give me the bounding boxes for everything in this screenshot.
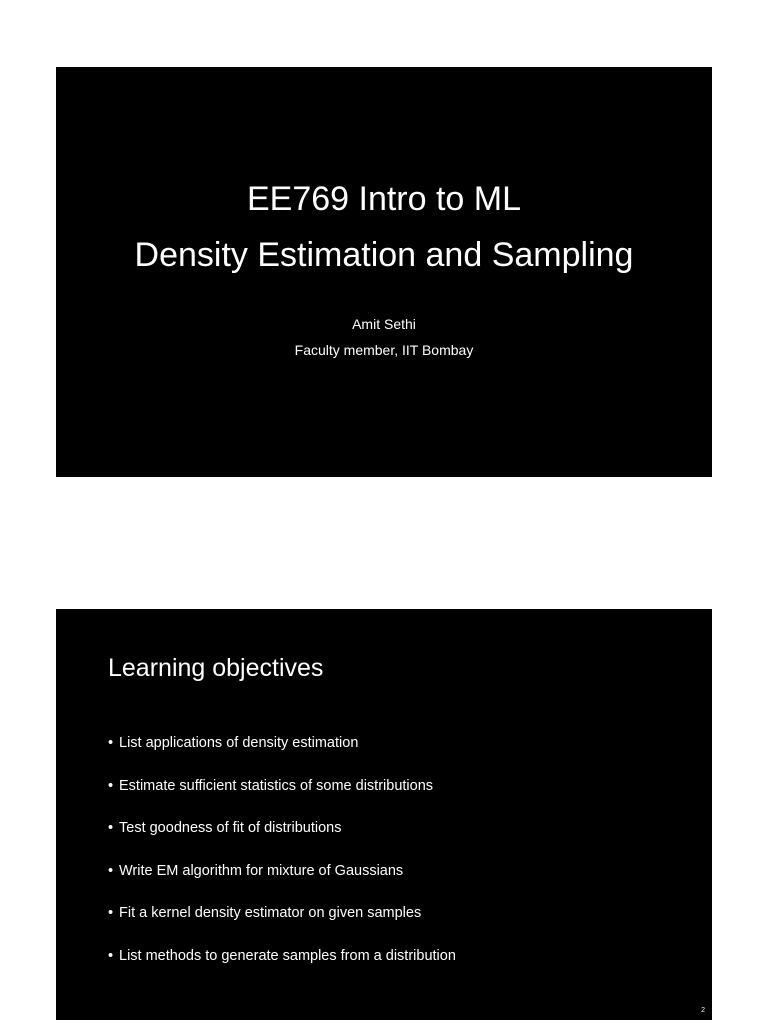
list-item [108, 814, 456, 857]
list-item-text: List applications of density estimation [119, 735, 359, 751]
list-item-text: List methods to generate samples from a distribution [119, 947, 456, 964]
bullet-icon: • [108, 735, 114, 751]
bullet-icon: • [108, 947, 114, 964]
objectives-list [108, 729, 456, 985]
author-info [56, 311, 712, 363]
slide-title-line-1: EE769 Intro to ML [246, 180, 522, 218]
list-item-text: Write EM algorithm for mixture of Gaussians [119, 862, 404, 879]
list-item [108, 729, 456, 772]
author-affiliation: Faculty member, IIT Bombay [294, 342, 474, 358]
slide-heading: Learning objectives [108, 654, 324, 682]
list-item [108, 857, 456, 900]
bullet-icon: • [108, 862, 114, 879]
slide-title [56, 171, 712, 283]
list-item-text: Test goodness of fit of distributions [119, 820, 342, 837]
learning-objectives-slide [56, 609, 712, 1020]
list-item [108, 772, 456, 815]
bullet-icon: • [108, 905, 114, 922]
title-slide [56, 67, 712, 477]
list-item [108, 899, 456, 942]
bullet-icon: • [108, 777, 114, 794]
slide-title-line-2: Density Estimation and Sampling [134, 236, 634, 274]
page-number: 2 [701, 1007, 705, 1014]
bullet-icon: • [108, 820, 114, 837]
list-item-text: Fit a kernel density estimator on given samples [119, 905, 422, 922]
author-name: Amit Sethi [352, 316, 416, 332]
list-item-text: Estimate sufficient statistics of some distributions [119, 777, 434, 794]
list-item [108, 942, 456, 985]
